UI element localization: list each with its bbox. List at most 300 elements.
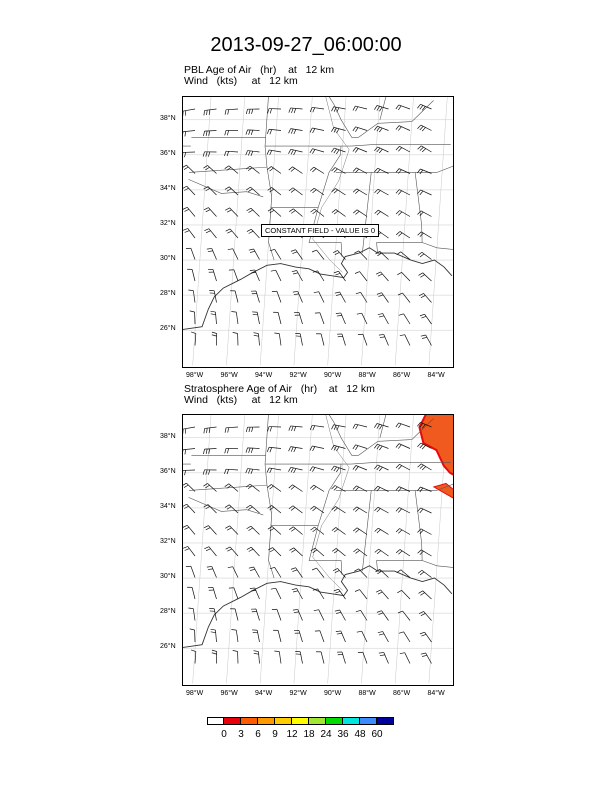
wind-barb	[183, 228, 195, 238]
wind-barb	[417, 529, 431, 535]
colorbar-swatch	[224, 717, 241, 725]
wind-barb	[396, 508, 410, 513]
wind-barb	[268, 427, 281, 432]
wind-barb	[374, 105, 388, 111]
wind-barb	[295, 651, 302, 663]
wind-barb	[358, 652, 367, 663]
lon-label: 94°W	[255, 372, 273, 379]
lat-label: 38°N	[160, 114, 176, 122]
wind-barb	[270, 567, 281, 577]
wind-barb	[267, 150, 281, 155]
wind-barb	[332, 425, 346, 431]
lat-label: 30°N	[160, 573, 176, 581]
wind-barb	[377, 611, 389, 621]
wind-barb	[254, 651, 260, 664]
meridian-6	[395, 415, 414, 683]
lat-label: 34°N	[160, 502, 176, 510]
main-title: 2013-09-27_06:00:00	[210, 34, 402, 56]
wind-barb	[315, 631, 324, 642]
lat-label: 34°N	[160, 184, 176, 192]
wind-barb	[291, 568, 303, 578]
meridian-5	[361, 415, 380, 683]
colorbar-label: 36	[337, 729, 349, 740]
colorbar-swatch	[326, 717, 343, 725]
colorbar-label: 3	[238, 729, 244, 740]
wind-barb	[225, 131, 238, 136]
wind-barb	[396, 529, 410, 535]
wind-barb	[204, 526, 216, 535]
meridian-6	[395, 97, 414, 365]
wind-barb	[397, 590, 410, 599]
wind-barb	[357, 313, 367, 324]
wind-barb	[353, 148, 367, 153]
wind-barb	[312, 250, 324, 259]
wind-barb	[186, 248, 195, 259]
wind-barb	[204, 208, 216, 217]
wind-barb	[183, 546, 195, 556]
wind-barb	[396, 549, 410, 556]
wind-barb	[268, 548, 281, 556]
panel1-field-title: PBL Age of Air (hr) at 12 km	[184, 64, 335, 76]
wind-barb	[251, 609, 260, 620]
wind-barb	[396, 105, 410, 110]
state-boundary-7	[318, 464, 341, 525]
state-boundary-15	[322, 97, 342, 120]
wind-barb	[312, 568, 324, 577]
lat-label: 30°N	[160, 255, 176, 263]
wind-barb	[268, 109, 281, 114]
map-panel-stratosphere	[182, 414, 454, 686]
wind-barb	[272, 291, 281, 302]
colorbar-swatch	[309, 717, 326, 725]
wind-barb	[268, 187, 281, 195]
wind-barb	[310, 425, 324, 430]
wind-barb	[332, 527, 346, 534]
wind-barb	[273, 630, 281, 642]
wind-barb	[355, 590, 367, 599]
wind-barb	[418, 550, 432, 556]
wind-barb	[396, 126, 410, 131]
wind-barb	[225, 208, 238, 217]
wind-barb	[289, 129, 303, 134]
wind-barb	[207, 248, 217, 259]
wind-barb	[188, 608, 195, 620]
wind-barb	[353, 445, 367, 450]
wind-barb	[310, 149, 324, 154]
wind-barb	[374, 126, 388, 132]
wind-barb	[397, 252, 410, 260]
lon-label: 98°W	[186, 372, 204, 379]
wind-barb	[397, 272, 410, 281]
wind-barb	[419, 611, 431, 620]
wind-barb	[419, 293, 431, 302]
wind-barb	[208, 588, 217, 599]
wind-barb	[336, 631, 346, 642]
wind-barb	[207, 566, 217, 577]
meridian-3	[294, 415, 313, 683]
wind-barb	[274, 651, 281, 663]
wind-barb	[267, 484, 281, 491]
wind-barb	[252, 312, 259, 324]
lon-label: 96°W	[220, 690, 238, 697]
wind-barb	[396, 190, 410, 195]
colorbar-swatch	[377, 717, 394, 725]
wind-barb	[271, 588, 281, 599]
wind-barb	[187, 587, 195, 599]
wind-barb	[247, 547, 260, 556]
wind-barb	[356, 292, 367, 302]
wind-barb	[374, 423, 388, 429]
wind-barb	[183, 449, 195, 455]
lat-label: 32°N	[160, 537, 176, 545]
river	[313, 415, 349, 590]
lat-label: 28°N	[160, 608, 176, 616]
colorbar-swatch	[207, 717, 224, 725]
wind-barb	[310, 188, 324, 195]
wind-barb	[375, 251, 388, 259]
colorbar-swatches	[207, 717, 394, 725]
wind-barb	[288, 149, 302, 155]
wind-barb	[289, 485, 303, 492]
wind-barb	[225, 505, 238, 513]
wind-barb	[224, 469, 238, 474]
wind-barb	[316, 652, 324, 664]
lon-label: 88°W	[358, 690, 376, 697]
wind-barb	[231, 630, 238, 642]
wind-barb	[294, 631, 303, 642]
wind-barb	[417, 190, 431, 195]
state-boundary-12	[351, 144, 451, 146]
wind-barb	[310, 446, 324, 451]
wind-barb	[190, 629, 195, 642]
wind-barb	[233, 650, 238, 663]
wind-barb	[379, 334, 389, 345]
wind-barb	[417, 211, 431, 217]
wind-barb	[183, 207, 195, 216]
wind-barb	[375, 528, 389, 534]
wind-barb	[183, 186, 195, 195]
lon-label: 94°W	[255, 690, 273, 697]
wind-barb	[396, 211, 410, 217]
wind-barb	[203, 449, 216, 455]
state-boundary-12	[351, 462, 451, 464]
wind-barb	[294, 313, 303, 324]
wind-barb	[211, 311, 217, 324]
wind-barb	[203, 131, 216, 137]
wind-barb	[332, 548, 345, 556]
wind-barb	[399, 632, 410, 642]
wind-barb	[183, 427, 195, 434]
wind-barb	[378, 314, 389, 324]
wind-barb	[316, 334, 324, 346]
wind-barb	[396, 464, 410, 470]
wind-barb	[254, 333, 260, 346]
wind-barb	[191, 650, 196, 664]
wind-barb	[397, 570, 410, 578]
wind-barb	[421, 335, 432, 345]
wind-barb	[267, 468, 281, 473]
wind-barb	[212, 650, 217, 663]
wind-barb	[418, 232, 432, 238]
wind-barb	[331, 148, 345, 154]
wind-barb	[267, 447, 281, 452]
wind-barb	[396, 444, 410, 449]
wind-barb	[247, 208, 260, 216]
wind-barb	[421, 653, 432, 663]
wind-barb	[396, 231, 410, 238]
wind-barb	[374, 168, 388, 173]
lat-label: 26°N	[160, 643, 176, 651]
wind-barb	[292, 271, 303, 281]
state-boundary-11	[422, 243, 453, 250]
state-boundary-10	[377, 490, 423, 571]
wind-barb	[353, 127, 367, 132]
wind-barb	[331, 466, 345, 472]
wind-barb	[208, 270, 217, 281]
wind-barb	[270, 249, 281, 259]
colorbar-label: 6	[255, 729, 261, 740]
wind-barb	[311, 548, 324, 556]
wind-barb	[378, 632, 389, 642]
colorbar	[207, 717, 394, 740]
wind-barb	[374, 147, 388, 153]
wind-barb	[247, 526, 260, 534]
wind-barb	[289, 167, 303, 174]
wind-barb	[293, 609, 303, 620]
wind-barb	[375, 210, 389, 216]
wind-barb	[229, 270, 238, 281]
wind-barb	[186, 566, 195, 577]
wind-barb	[355, 272, 367, 281]
lat-label: 38°N	[160, 432, 176, 440]
wind-barb	[226, 547, 238, 556]
wind-barb	[187, 269, 195, 281]
wind-barb	[212, 332, 217, 345]
panel2-field-title: Stratosphere Age of Air (hr) at 12 km	[184, 383, 375, 395]
lon-label: 90°W	[324, 690, 342, 697]
wind-barb	[204, 547, 216, 556]
lon-label: 92°W	[289, 372, 307, 379]
wind-barb	[267, 166, 281, 173]
wind-barb	[418, 591, 431, 599]
wind-barb	[183, 109, 195, 116]
stratosphere-shaded-tongue	[434, 483, 453, 504]
wind-barb	[332, 209, 346, 216]
wind-barb	[376, 590, 388, 599]
wind-barb	[420, 314, 432, 324]
lat-label: 36°N	[160, 467, 176, 475]
wind-barb	[272, 609, 281, 620]
wind-barb	[225, 109, 238, 115]
wind-barb	[420, 632, 432, 642]
wind-barb	[313, 589, 324, 599]
wind-barb	[191, 332, 196, 346]
state-boundary-10	[377, 172, 423, 253]
river	[313, 97, 349, 272]
wind-barb	[417, 169, 431, 174]
wind-barb	[291, 250, 303, 260]
colorbar-label: 9	[272, 729, 278, 740]
wind-barb	[247, 229, 260, 238]
wind-barb	[376, 272, 388, 281]
constant-field-label: CONSTANT FIELD - VALUE IS 0	[261, 224, 379, 237]
state-boundary-7	[318, 146, 341, 207]
lon-label: 88°W	[358, 372, 376, 379]
wind-barb	[417, 508, 431, 513]
lon-label: 84°W	[427, 372, 445, 379]
wind-barb	[246, 448, 260, 453]
wind-barb	[353, 424, 367, 429]
wind-barb	[379, 652, 389, 663]
state-boundary-11	[422, 561, 453, 568]
panel2-wind-title: Wind (kts) at 12 km	[184, 394, 298, 406]
lat-label: 28°N	[160, 290, 176, 298]
wind-barb	[418, 464, 432, 470]
wind-barb	[396, 487, 410, 492]
wind-barb	[289, 108, 303, 113]
wind-barb	[267, 129, 281, 134]
wind-barb	[374, 444, 388, 450]
lon-label: 90°W	[324, 372, 342, 379]
wind-barb	[310, 485, 324, 491]
wind-barb	[203, 470, 216, 475]
colorbar-label: 12	[286, 729, 298, 740]
wind-barb	[225, 526, 238, 535]
lon-label: 84°W	[427, 690, 445, 697]
wind-barb	[203, 152, 216, 157]
wind-barb	[268, 208, 281, 216]
wind-barb	[295, 333, 302, 345]
wind-barb	[292, 589, 303, 599]
wind-barb	[183, 525, 195, 534]
wind-barb	[274, 333, 281, 345]
wind-barb	[293, 291, 303, 302]
lon-label: 96°W	[220, 372, 238, 379]
wind-barb	[249, 249, 260, 259]
wind-barb	[273, 312, 281, 324]
wind-barb	[375, 549, 389, 556]
wind-barb	[417, 125, 431, 131]
wind-barb	[289, 209, 302, 217]
wind-barb	[375, 569, 388, 577]
wind-barb	[229, 588, 238, 599]
wind-barb	[374, 465, 388, 471]
wind-barb	[358, 334, 367, 345]
lon-label: 92°W	[289, 690, 307, 697]
wind-barb	[399, 314, 410, 324]
wind-barb	[233, 332, 238, 345]
wind-barb	[353, 466, 367, 471]
wind-barb	[271, 270, 281, 281]
wind-barb	[332, 506, 346, 513]
colorbar-label: 0	[221, 729, 227, 740]
wind-barb	[226, 229, 238, 238]
wind-barb	[315, 313, 324, 324]
wind-barb	[183, 504, 195, 513]
wind-barb	[224, 151, 238, 156]
wind-barb	[289, 426, 303, 431]
wind-barb	[183, 131, 195, 137]
wind-barb	[252, 630, 259, 642]
wind-barb	[289, 506, 303, 513]
wind-barb	[288, 467, 302, 473]
wind-barb	[289, 527, 302, 535]
colorbar-swatch	[360, 717, 377, 725]
wind-barb	[356, 610, 367, 620]
wind-barb	[335, 292, 346, 302]
wind-barb	[289, 188, 303, 195]
wind-barb	[310, 107, 324, 112]
wind-barb	[211, 629, 217, 642]
wind-barb	[231, 312, 238, 324]
colorbar-swatch	[343, 717, 360, 725]
colorbar-label: 24	[320, 729, 332, 740]
lon-label: 86°W	[393, 372, 411, 379]
lat-label: 36°N	[160, 149, 176, 157]
wind-barb	[335, 610, 346, 620]
wind-barb	[310, 128, 324, 133]
wind-barb	[337, 652, 346, 663]
wind-barb	[353, 106, 367, 111]
wind-barb	[314, 292, 324, 303]
wind-barb	[225, 187, 238, 195]
wind-barb	[313, 271, 324, 281]
wind-barb	[418, 273, 431, 281]
wind-barb	[400, 653, 410, 664]
wind-barb	[289, 447, 303, 452]
wind-barb	[310, 506, 324, 513]
wind-barb	[246, 109, 259, 114]
colorbar-label: 18	[303, 729, 315, 740]
wind-barb	[332, 188, 346, 195]
wind-barb	[332, 107, 346, 113]
lat-label: 26°N	[160, 325, 176, 333]
wind-barb	[396, 146, 410, 152]
wind-barb	[268, 526, 281, 534]
wind-barb	[225, 427, 238, 433]
state-boundary-15	[322, 415, 342, 438]
wind-barb	[357, 631, 367, 642]
wind-barb	[337, 334, 346, 345]
wind-barb	[246, 427, 259, 432]
wind-barb	[377, 293, 389, 303]
wind-barb	[246, 166, 259, 173]
wind-barb	[225, 449, 238, 454]
wind-barb	[203, 483, 216, 491]
wind-barb	[246, 130, 260, 135]
lon-label: 86°W	[393, 690, 411, 697]
wind-barb	[246, 484, 259, 491]
wind-barb	[396, 423, 410, 428]
wind-barb	[190, 311, 195, 324]
colorbar-label: 60	[371, 729, 383, 740]
wind-barb	[418, 146, 432, 152]
wind-barb	[204, 229, 216, 238]
wind-barb	[396, 169, 410, 174]
lon-label: 98°W	[186, 690, 204, 697]
wind-barb	[418, 252, 432, 259]
state-boundary-17	[437, 164, 453, 173]
meridian-7	[429, 97, 448, 365]
wind-barb	[353, 528, 367, 535]
wind-barb	[374, 486, 388, 491]
wind-barb	[228, 567, 238, 578]
lat-label: 32°N	[160, 219, 176, 227]
map-svg-stratosphere	[183, 415, 453, 685]
colorbar-label: 48	[354, 729, 366, 740]
wind-barb	[268, 505, 281, 513]
wind-barb	[336, 313, 346, 324]
